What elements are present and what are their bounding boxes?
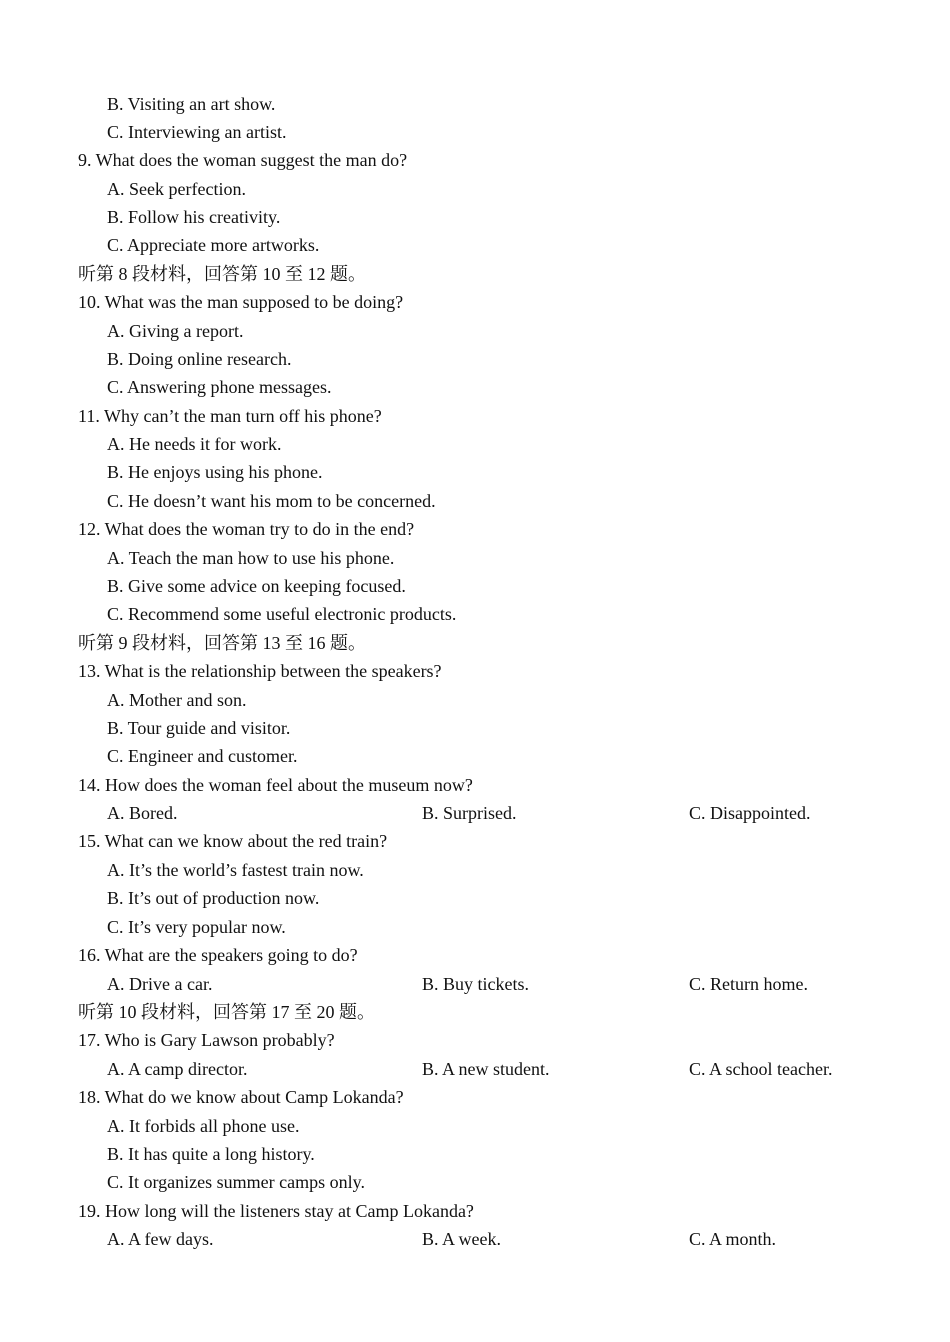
option-a: A. Drive a car. — [107, 974, 213, 994]
question-9: 9. What does the woman suggest the man do? — [78, 150, 408, 170]
option-b: B. A week. — [422, 1229, 501, 1249]
option-line: C. It’s very popular now. — [107, 917, 286, 937]
option-line: A. Giving a report. — [107, 321, 244, 341]
option-line: C. He doesn’t want his mom to be concerned. — [107, 491, 436, 511]
option-line: C. Recommend some useful electronic products. — [107, 604, 457, 624]
options-row — [0, 1055, 950, 1083]
option-line: B. Follow his creativity. — [107, 207, 281, 227]
option-c: C. A month. — [689, 1229, 777, 1249]
option-b: B. A new student. — [422, 1059, 550, 1079]
option-a: A. A camp director. — [107, 1059, 248, 1079]
question-12: 12. What does the woman try to do in the end? — [78, 519, 415, 539]
option-line: C. Answering phone messages. — [107, 377, 332, 397]
option-c: C. Disappointed. — [689, 803, 811, 823]
question-13: 13. What is the relationship between the speakers? — [78, 661, 442, 681]
question-18: 18. What do we know about Camp Lokanda? — [78, 1087, 404, 1107]
option-line: C. It organizes summer camps only. — [107, 1172, 365, 1192]
question-11: 11. Why can’t the man turn off his phone? — [78, 406, 382, 426]
option-line: A. Teach the man how to use his phone. — [107, 548, 395, 568]
option-line: B. Visiting an art show. — [107, 94, 276, 114]
question-10: 10. What was the man supposed to be doing? — [78, 292, 404, 312]
option-a: A. A few days. — [107, 1229, 214, 1249]
option-line: B. Tour guide and visitor. — [107, 718, 291, 738]
options-row — [0, 1225, 950, 1253]
section-heading: 听第 10 段材料，回答第 17 至 20 题。 — [78, 1002, 375, 1022]
question-14: 14. How does the woman feel about the museum now? — [78, 775, 473, 795]
option-line: C. Appreciate more artworks. — [107, 235, 320, 255]
option-c: C. A school teacher. — [689, 1059, 833, 1079]
option-line: B. Doing online research. — [107, 349, 292, 369]
option-line: A. Seek perfection. — [107, 179, 246, 199]
option-line: A. It’s the world’s fastest train now. — [107, 860, 364, 880]
option-line: A. He needs it for work. — [107, 434, 282, 454]
question-16: 16. What are the speakers going to do? — [78, 945, 358, 965]
question-19: 19. How long will the listeners stay at Camp Lokanda? — [78, 1201, 474, 1221]
option-line: C. Interviewing an artist. — [107, 122, 287, 142]
question-15: 15. What can we know about the red train? — [78, 831, 388, 851]
section-heading: 听第 9 段材料，回答第 13 至 16 题。 — [78, 633, 366, 653]
option-a: A. Bored. — [107, 803, 178, 823]
option-line: A. Mother and son. — [107, 690, 247, 710]
option-b: B. Buy tickets. — [422, 974, 529, 994]
options-row — [0, 970, 950, 998]
option-line: B. Give some advice on keeping focused. — [107, 576, 406, 596]
options-row — [0, 799, 950, 827]
option-c: C. Return home. — [689, 974, 808, 994]
section-heading: 听第 8 段材料，回答第 10 至 12 题。 — [78, 264, 366, 284]
option-line: C. Engineer and customer. — [107, 746, 298, 766]
question-17: 17. Who is Gary Lawson probably? — [78, 1030, 335, 1050]
option-line: B. It has quite a long history. — [107, 1144, 315, 1164]
option-line: B. It’s out of production now. — [107, 888, 320, 908]
option-line: A. It forbids all phone use. — [107, 1116, 300, 1136]
option-b: B. Surprised. — [422, 803, 517, 823]
option-line: B. He enjoys using his phone. — [107, 462, 323, 482]
